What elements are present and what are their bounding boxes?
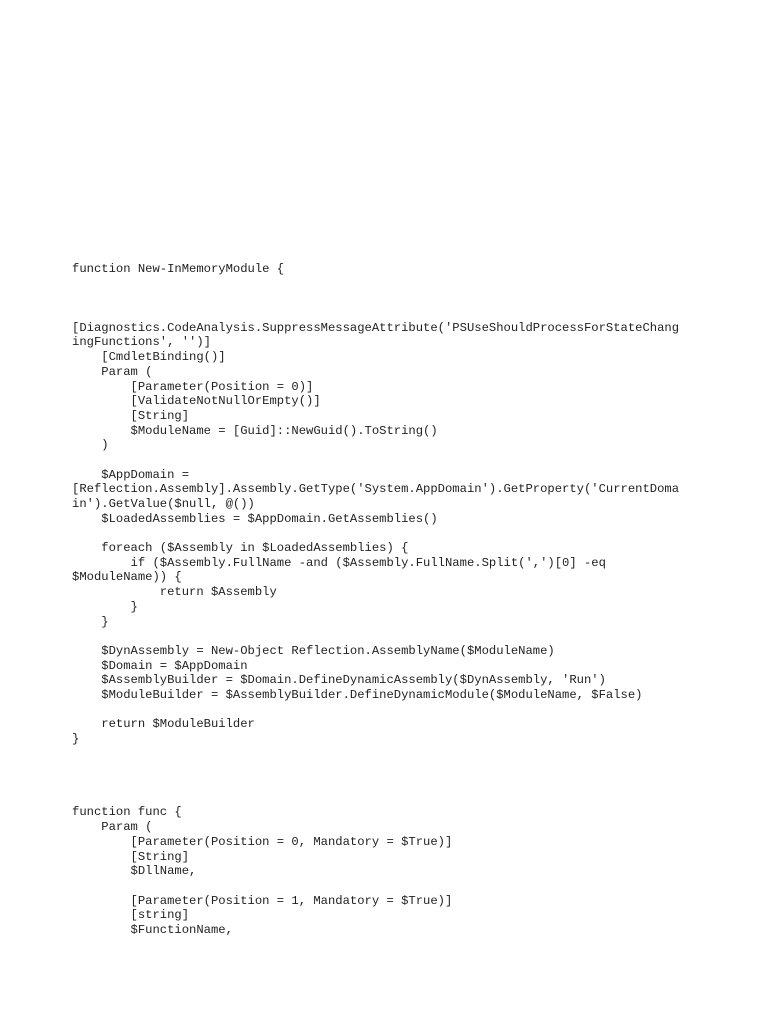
code-line: $LoadedAssemblies = $AppDomain.GetAssemblies() [72, 511, 438, 526]
code-line [72, 453, 712, 468]
code-line: $AppDomain = [72, 467, 190, 482]
code-line [72, 879, 712, 894]
code-line: foreach ($Assembly in $LoadedAssemblies) { [72, 541, 409, 556]
code-line: $ModuleName = [Guid]::NewGuid().ToString() [72, 423, 438, 438]
code-line: function New-InMemoryModule { [72, 262, 285, 276]
code-line: [String] [72, 849, 190, 864]
code-line: [Reflection.Assembly].Assembly.GetType('System.AppDomain').GetProperty('CurrentDoma [72, 482, 680, 497]
code-line [72, 629, 712, 644]
code-line: [Parameter(Position = 0, Mandatory = $True)] [72, 834, 453, 849]
code-line: [string] [72, 908, 190, 923]
code-line [72, 776, 712, 791]
code-line: [Parameter(Position = 1, Mandatory = $True)] [72, 893, 453, 908]
code-line: return $Assembly [72, 585, 277, 600]
code-line [72, 277, 712, 292]
code-line: [Parameter(Position = 0)] [72, 379, 314, 394]
code-line [72, 761, 712, 776]
code-line: [String] [72, 408, 190, 423]
code-line: [CmdletBinding()] [72, 350, 226, 365]
code-block [72, 262, 712, 938]
code-line: ) [72, 438, 109, 453]
code-line: if ($Assembly.FullName -and ($Assembly.FullName.Split(',')[0] -eq [72, 555, 606, 570]
code-line [72, 526, 712, 541]
code-line: [ValidateNotNullOrEmpty()] [72, 394, 321, 409]
code-line: return $ModuleBuilder [72, 717, 255, 732]
code-line: function func { [72, 805, 182, 820]
code-line: $AssemblyBuilder = $Domain.DefineDynamicAssembly($DynAssembly, 'Run') [72, 673, 606, 688]
code-line: $DllName, [72, 864, 197, 879]
code-line: } [72, 732, 80, 746]
code-line: $DynAssembly = New-Object Reflection.AssemblyName($ModuleName) [72, 643, 555, 658]
code-line: Param ( [72, 820, 153, 835]
code-line: $Domain = $AppDomain [72, 658, 248, 673]
code-line [72, 747, 712, 762]
code-line: [Diagnostics.CodeAnalysis.SuppressMessageAttribute('PSUseShouldProcessForStateChang [72, 320, 680, 335]
code-line: Param ( [72, 364, 153, 379]
code-line [72, 703, 712, 718]
code-line [72, 306, 712, 321]
code-line: } [72, 599, 138, 614]
code-line: $FunctionName, [72, 922, 233, 937]
code-line: in').GetValue($null, @()) [72, 497, 255, 511]
code-line: $ModuleName)) { [72, 570, 182, 585]
code-line: ingFunctions', '')] [72, 335, 211, 350]
code-line: } [72, 614, 109, 629]
code-line [72, 791, 712, 806]
code-line [72, 291, 712, 306]
code-line: $ModuleBuilder = $AssemblyBuilder.DefineDynamicModule($ModuleName, $False) [72, 687, 643, 702]
